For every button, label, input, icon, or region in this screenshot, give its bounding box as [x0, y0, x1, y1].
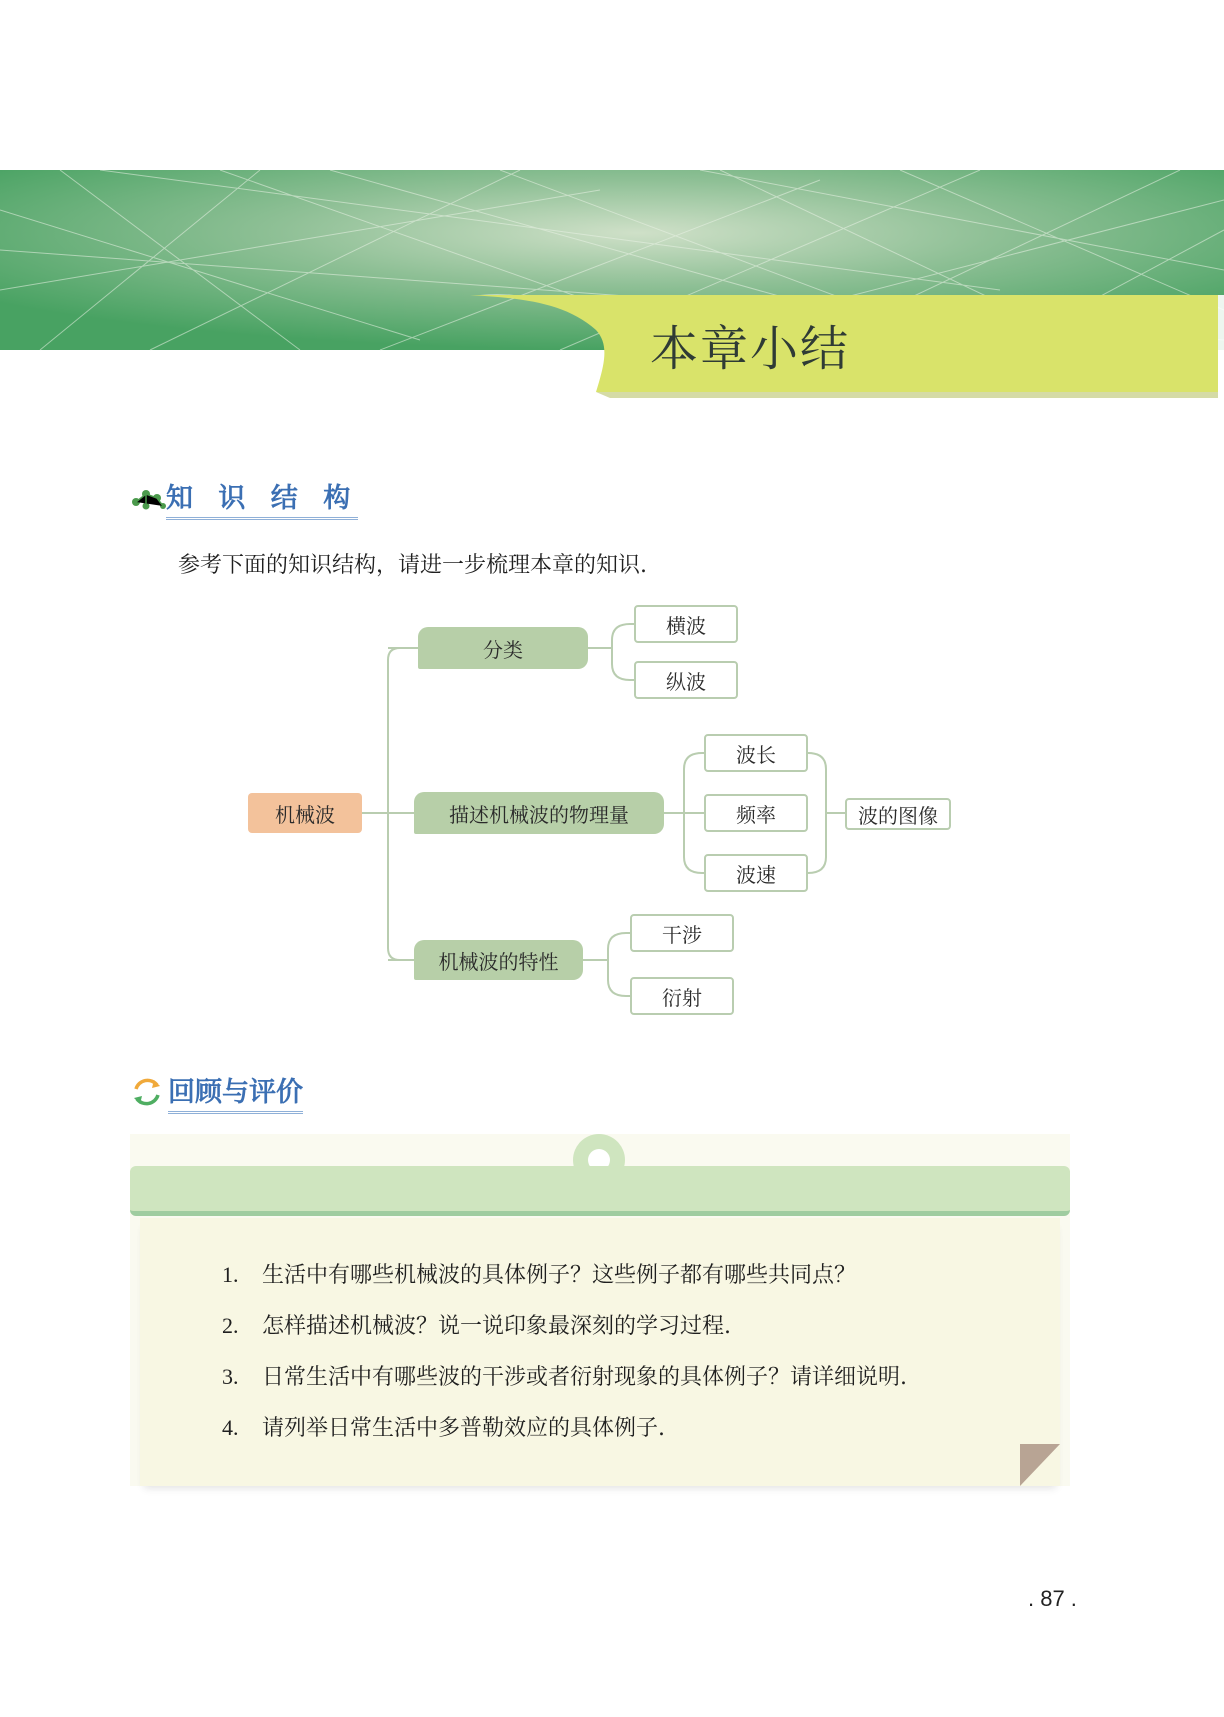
- page-curl-corner: [1020, 1444, 1060, 1486]
- map-root: 机械波: [248, 793, 362, 833]
- map-branch-physical-quantities: 描述机械波的物理量: [414, 792, 664, 834]
- review-heading: [130, 1070, 303, 1114]
- review-title: 回顾与评价: [168, 1070, 303, 1114]
- review-question: 2. 怎样描述机械波？说一说印象最深刻的学习过程.: [222, 1313, 731, 1339]
- chapter-banner: [0, 170, 1224, 400]
- molecule-icon: [130, 484, 166, 512]
- map-leaf-transverse-wave: 横波: [634, 605, 738, 643]
- map-leaf-wave-graph: 波的图像: [845, 798, 951, 830]
- refresh-cycle-icon: [130, 1075, 164, 1109]
- knowledge-structure-title: 知 识 结 构: [166, 476, 358, 520]
- map-leaf-interference: 干涉: [630, 914, 734, 952]
- chapter-title: 本章小结: [650, 321, 851, 377]
- intro-text: 参考下面的知识结构，请进一步梳理本章的知识.: [178, 553, 647, 578]
- map-leaf-diffraction: 衍射: [630, 977, 734, 1015]
- map-branch-classification: 分类: [418, 627, 588, 669]
- review-question: 4. 请列举日常生活中多普勒效应的具体例子.: [222, 1415, 665, 1441]
- map-leaf-wave-speed: 波速: [704, 854, 808, 892]
- knowledge-structure-heading: [130, 476, 358, 520]
- review-question-list: [222, 1250, 907, 1454]
- map-leaf-wavelength: 波长: [704, 734, 808, 772]
- review-question: 1. 生活中有哪些机械波的具体例子？这些例子都有哪些共同点？: [222, 1262, 857, 1288]
- map-leaf-frequency: 频率: [704, 794, 808, 832]
- panel-header-bar: [130, 1166, 1070, 1216]
- page-number: . 87 .: [1028, 1586, 1077, 1611]
- review-question: 3. 日常生活中有哪些波的干涉或者衍射现象的具体例子？请详细说明.: [222, 1364, 907, 1390]
- map-leaf-longitudinal-wave: 纵波: [634, 661, 738, 699]
- map-branch-characteristics: 机械波的特性: [414, 940, 583, 980]
